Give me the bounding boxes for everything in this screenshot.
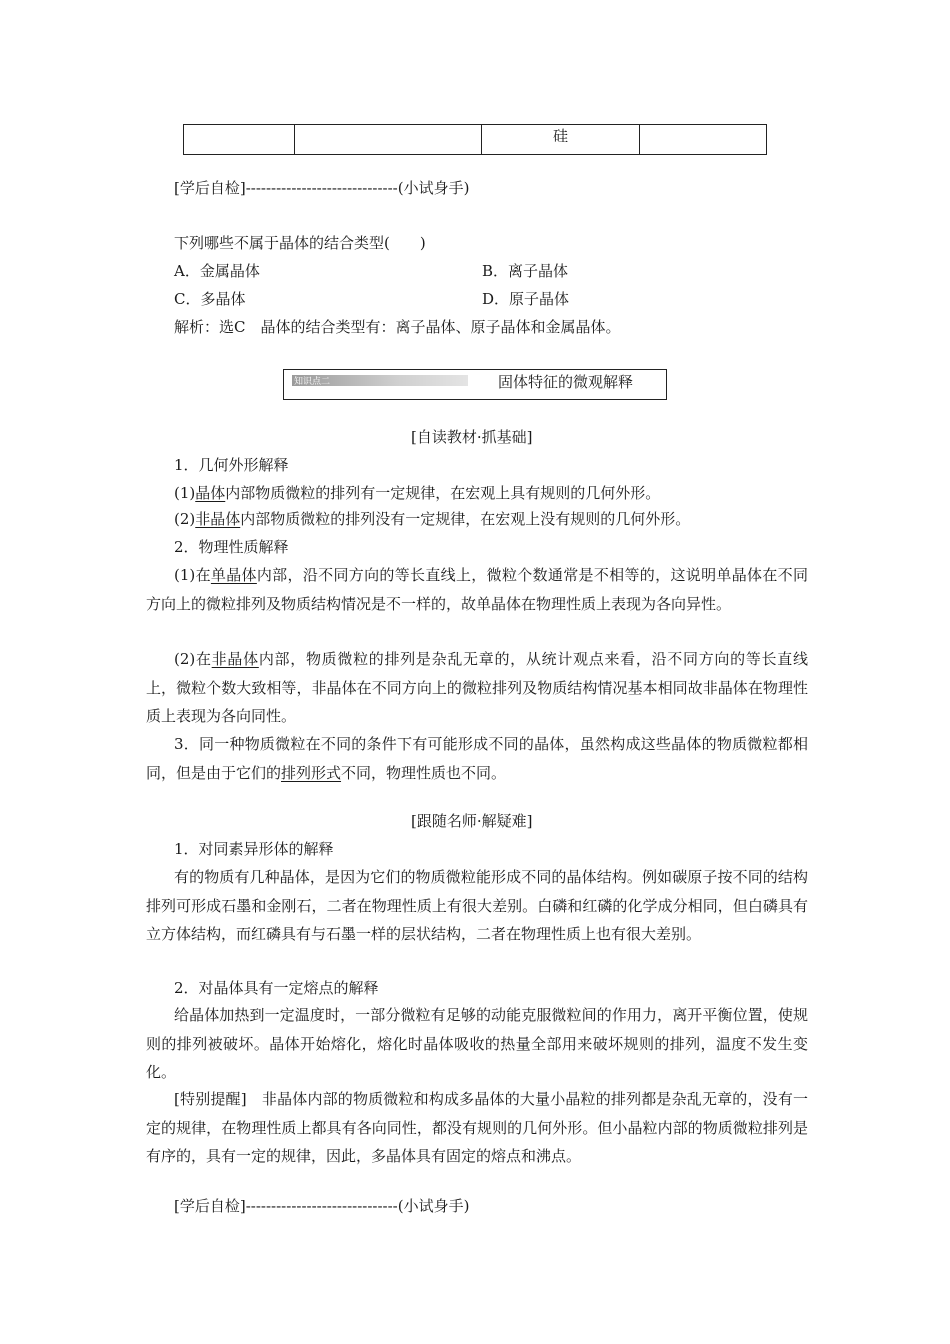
section-heading: [自读教材·抓基础] — [411, 428, 533, 446]
option-d: D．原子晶体 — [482, 290, 570, 308]
paragraph: (1)晶体内部物质微粒的排列有一定规律，在宏观上具有规则的几何外形。 — [174, 484, 661, 502]
subsection-title: 1．对同素异形体的解释 — [174, 840, 334, 858]
knowledge-point-tag: 知识点二 — [292, 375, 468, 386]
paragraph: 给晶体加热到一定温度时，一部分微粒有足够的动能克服微粒间的作用力，离开平衡位置，使规则的排列被破坏。晶体开始熔化，熔化时晶体吸收的热量全部用来破坏规则的排列，温度不发生变化。 — [146, 1006, 808, 1081]
paragraph: 3．同一种物质微粒在不同的条件下有可能形成不同的晶体，虽然构成这些晶体的物质微粒都相同，但是由于它们的排列形式不同，物理性质也不同。 — [146, 735, 808, 782]
option-a: A．金属晶体 — [174, 262, 260, 280]
paragraph: (2)在非晶体内部，物质微粒的排列是杂乱无章的，从统计观点来看，沿不同方向的等长直线上，微粒个数大致相等，非晶体在不同方向上的微粒排列及物质结构情况基本相同故非晶体在物理性质上表现为各向同性。 — [146, 650, 808, 725]
subsection-title: 2．物理性质解释 — [174, 538, 289, 556]
key-term: 排列形式 — [281, 763, 342, 782]
section-heading: [跟随名师·解疑难] — [411, 812, 533, 830]
knowledge-point-box — [283, 369, 667, 400]
subsection-title: 2．对晶体具有一定熔点的解释 — [174, 979, 379, 997]
option-c: C．多晶体 — [174, 290, 246, 308]
knowledge-point-title: 固体特征的微观解释 — [498, 373, 634, 391]
paragraph: (2)非晶体内部物质微粒的排列没有一定规律，在宏观上没有规则的几何外形。 — [174, 510, 691, 528]
key-term: 非晶体 — [211, 650, 259, 668]
question-text: 下列哪些不属于晶体的结合类型( ) — [174, 234, 426, 252]
option-b: B．离子晶体 — [482, 262, 569, 280]
continuation-table — [183, 124, 767, 155]
key-term: 非晶体 — [195, 510, 241, 528]
paragraph: (1)在单晶体内部，沿不同方向的等长直线上，微粒个数通常是不相等的，这说明单晶体在不同方向上的微粒排列及物质结构情况是不一样的，故单晶体在物理性质上表现为各向异性。 — [146, 566, 808, 613]
table-cell — [295, 125, 482, 155]
key-term: 晶体 — [195, 484, 226, 502]
answer-analysis: 解析：选C 晶体的结合类型有：离子晶体、原子晶体和金属晶体。 — [174, 318, 621, 336]
self-check-header: [学后自检]------------------------------(小试身手) — [174, 1197, 470, 1215]
special-reminder: [特别提醒] 非晶体内部的物质微粒和构成多晶体的大量小晶粒的排列都是杂乱无章的，没有一定的规律，在物理性质上都具有各向同性，都没有规则的几何外形。但小晶粒内部的物质微粒排列是有序的，具有一定的规律，因此，多晶体具有固定的熔点和沸点。 — [146, 1090, 808, 1165]
subsection-title: 1．几何外形解释 — [174, 456, 289, 474]
table-cell — [184, 125, 295, 155]
table-cell: 硅 — [482, 125, 640, 155]
key-term: 单晶体 — [210, 566, 257, 584]
self-check-header: [学后自检]------------------------------(小试身手) — [174, 179, 470, 197]
table-cell — [640, 125, 767, 155]
paragraph: 有的物质有几种晶体，是因为它们的物质微粒能形成不同的晶体结构。例如碳原子按不同的结构排列可形成石墨和金刚石，二者在物理性质上有很大差别。白磷和红磷的化学成分相同，但白磷具有立方体结构，而红磷具有与石墨一样的层状结构，二者在物理性质上也有很大差别。 — [146, 868, 808, 943]
